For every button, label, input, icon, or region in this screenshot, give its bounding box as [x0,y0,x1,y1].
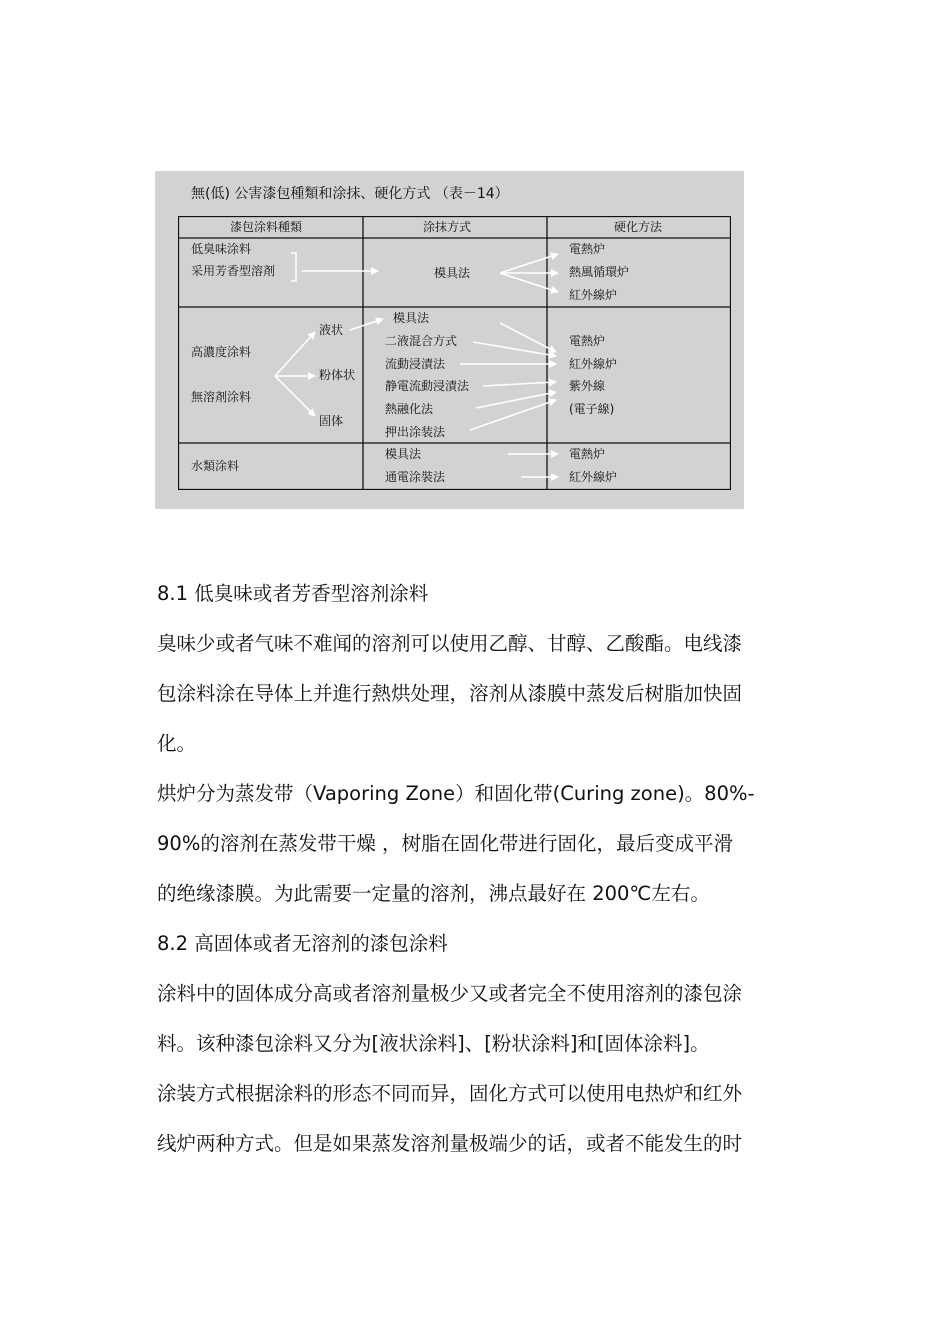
cure3-electric: 電熱炉 [569,447,606,461]
header-apply-method: 涂抹方式 [423,220,472,234]
method2-hot-melt: 熱融化法 [385,402,434,416]
paragraph-line: 包涂料涂在导体上并進行熱烘处理，溶剂从漆膜中蒸发后树脂加快固 [157,682,743,705]
cure2-electric: 電熱炉 [569,334,606,348]
table-figure [155,171,744,509]
method2-fluid-dip: 流動浸漬法 [385,357,446,371]
type-low-odor: 低臭味涂料 [191,242,252,256]
method2-electrostatic: 静電流動浸漬法 [385,379,470,393]
section-heading-8-1: 8.1 低臭味或者芳香型溶剂涂料 [157,582,429,605]
paragraph-line: 线炉两种方式。但是如果蒸发溶剂量极端少的话，或者不能发生的时 [157,1132,743,1155]
paragraph-line: 90%的溶剂在蒸发带干燥 ，树脂在固化带进行固化，最后变成平滑 [157,832,734,855]
cure2-uv: 紫外線 [569,379,606,393]
paragraph-2 [157,769,837,919]
cure-infrared: 紅外線炉 [569,288,618,302]
cure2-electron: (電子線) [569,402,615,416]
cure-electric: 電熱炉 [569,242,606,256]
method3-die: 模具法 [385,447,422,461]
figure-title: 無(低) 公害漆包種類和涂抹、硬化方式 （表－14） [191,186,509,202]
section-heading-8-2: 8.2 高固体或者无溶剂的漆包涂料 [157,932,448,955]
method-die: 模具法 [434,266,471,280]
form-solid: 固体 [319,414,344,428]
method2-die: 模具法 [393,311,430,325]
paragraph-1 [157,619,837,769]
type-aromatic: 采用芳香型溶剤 [191,264,276,278]
header-coating-type: 漆包涂料種類 [230,220,303,234]
paragraph-line: 臭味少或者气味不难闻的溶剂可以使用乙醇、甘醇、乙酸酯。电线漆 [157,632,743,655]
coating-table [178,216,731,490]
paragraph-line: 涂料中的固体成分高或者溶剂量极少又或者完全不使用溶剂的漆包涂 [157,982,743,1005]
form-powder: 粉体状 [319,368,356,382]
cure2-infrared: 紅外線炉 [569,357,618,371]
table-lines [178,216,731,490]
method2-extrusion: 押出涂装法 [385,425,446,439]
cure-hot-air: 熱風循環炉 [569,265,630,279]
method3-electro: 通電涂裝法 [385,470,446,484]
cure3-infrared: 紅外線炉 [569,470,618,484]
paragraph-line: 化。 [157,732,197,755]
paragraph-line: 烘炉分为蒸发带（Vaporing Zone）和固化带(Curing zone)。80%- [157,782,755,805]
paragraph-line: 的绝缘漆膜。为此需要一定量的溶剂，沸点最好在 200℃左右。 [157,882,710,905]
method2-two-liquid: 二液混合方式 [385,334,458,348]
paragraph-3 [157,969,837,1069]
paragraph-4 [157,1069,837,1169]
form-liquid: 液状 [319,323,344,337]
type-solventless: 無溶剤涂料 [191,390,252,404]
type-water: 水類涂料 [191,459,240,473]
paragraph-line: 料。该种漆包涂料又分为[液状涂料]、[粉状涂料]和[固体涂料]。 [157,1032,710,1055]
type-high-conc: 高濃度涂料 [191,345,252,359]
paragraph-line: 涂装方式根据涂料的形态不同而异，固化方式可以使用电热炉和红外 [157,1082,743,1105]
header-cure-method: 硬化方法 [614,220,663,234]
